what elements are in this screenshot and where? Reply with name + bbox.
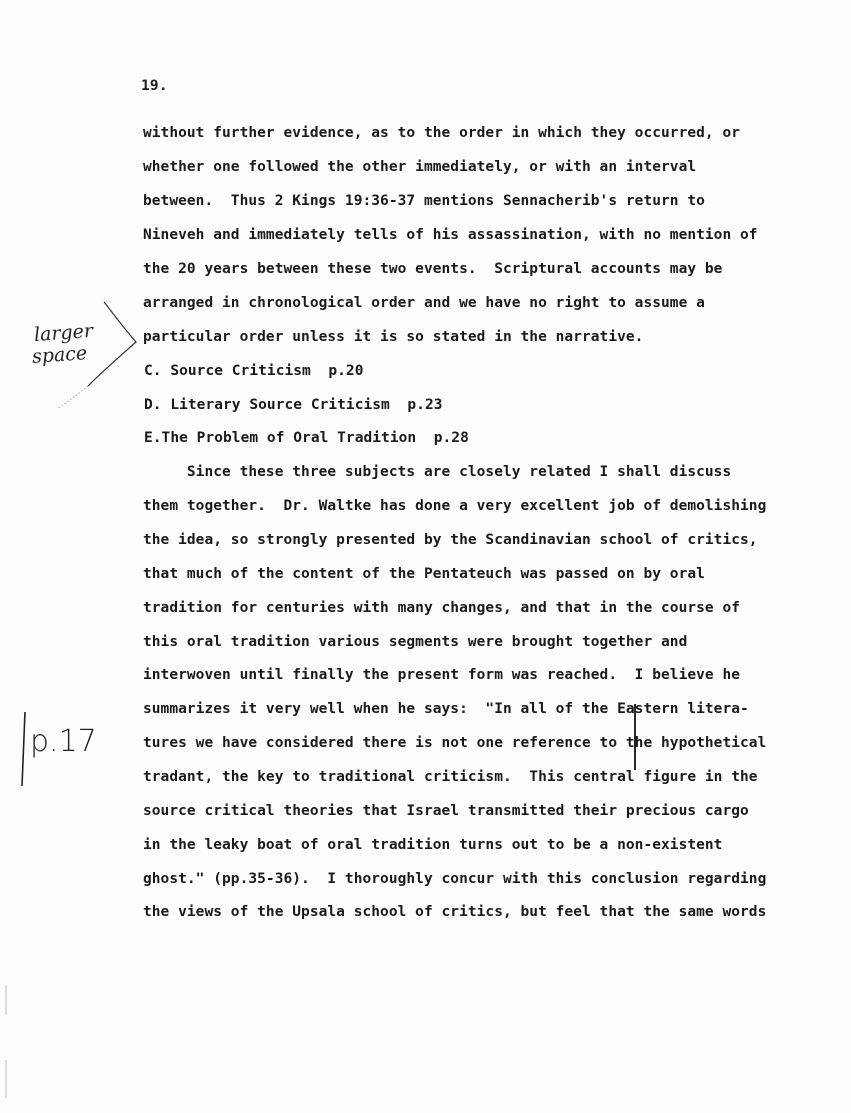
section-heading-d: D. Literary Source Criticism p.23 <box>144 397 443 413</box>
text-line: tures we have considered there is not one reference to the hypothetical <box>143 735 767 751</box>
text-line: ghost." (pp.35-36). I thoroughly concur with this conclusion regarding <box>143 871 767 887</box>
margin-note-larger: larger <box>33 319 94 347</box>
text-line: in the leaky boat of oral tradition turns out to be a non-existent <box>143 837 723 853</box>
text-line: without further evidence, as to the order in which they occurred, or <box>143 125 741 141</box>
insertion-caret-icon <box>88 302 136 386</box>
text-line: arranged in chronological order and we have no right to assume a <box>143 295 705 311</box>
section-heading-e: E.The Problem of Oral Tradition p.28 <box>144 430 469 446</box>
margin-bar-icon <box>22 712 25 786</box>
caret-tail-icon <box>58 386 88 408</box>
text-line: that much of the content of the Pentateuch was passed on by oral <box>143 566 705 582</box>
text-line: interwoven until finally the present form was reached. I believe he <box>143 667 741 683</box>
text-line: the 20 years between these two events. Scriptural accounts may be <box>143 261 723 277</box>
margin-note-space: space <box>31 342 88 368</box>
text-line: particular order unless it is so stated in the narrative. <box>143 329 644 345</box>
text-line: Nineveh and immediately tells of his assassination, with no mention of <box>143 227 758 243</box>
section-heading-c: C. Source Criticism p.20 <box>144 363 364 379</box>
text-line: them together. Dr. Waltke has done a very excellent job of demolishing <box>143 498 767 514</box>
text-line: summarizes it very well when he says: "In all of the Eastern litera- <box>143 701 749 717</box>
text-line: tradant, the key to traditional criticism. This central figure in the <box>143 769 758 785</box>
text-line: source critical theories that Israel transmitted their precious cargo <box>143 803 749 819</box>
text-line: Since these three subjects are closely related I shall discuss <box>143 464 732 480</box>
text-line: the idea, so strongly presented by the Scandinavian school of critics, <box>143 532 758 548</box>
text-line: tradition for centuries with many changes, and that in the course of <box>143 600 741 616</box>
text-line: this oral tradition various segments were brought together and <box>143 634 688 650</box>
page-number: 19. <box>141 78 168 94</box>
text-line: the views of the Upsala school of critics, but feel that the same words <box>143 904 767 920</box>
margin-note-page-ref: p.17 <box>30 724 97 759</box>
text-line: between. Thus 2 Kings 19:36-37 mentions Sennacherib's return to <box>143 193 705 209</box>
text-line: whether one followed the other immediately, or with an interval <box>143 159 697 175</box>
